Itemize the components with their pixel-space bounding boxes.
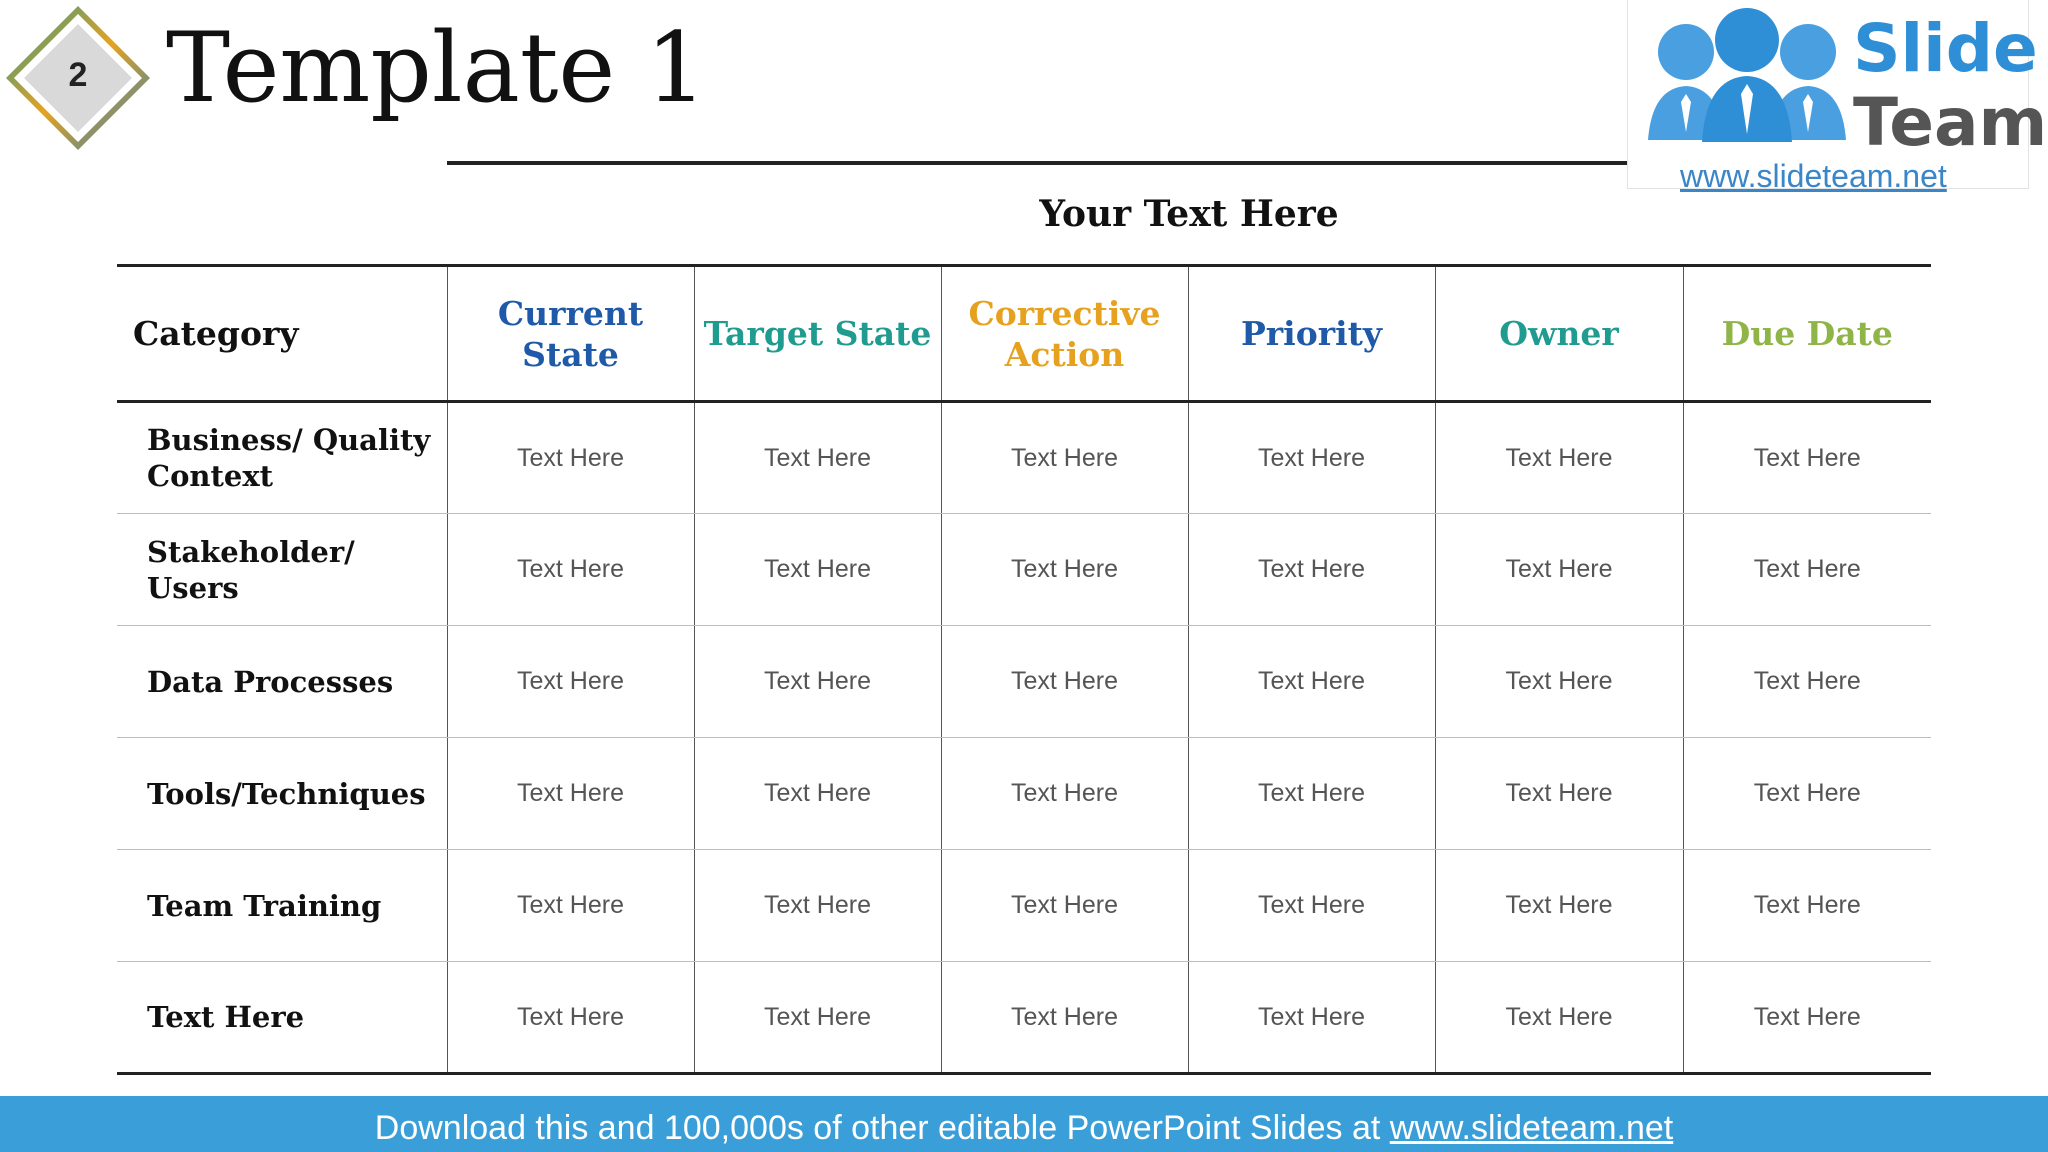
column-header-line: Due Date xyxy=(1721,314,1893,353)
table-cell: Text Here xyxy=(941,850,1188,962)
column-header-due-date xyxy=(1683,266,1931,402)
table-cell: Text Here xyxy=(941,626,1188,738)
column-header-line: Corrective xyxy=(968,293,1161,333)
table-cell: Text Here xyxy=(1683,626,1931,738)
column-header-target-state xyxy=(694,266,941,402)
logo-word-slide: Slide xyxy=(1853,10,2038,87)
column-header-line: Current xyxy=(497,293,644,333)
table-cell: Text Here xyxy=(694,402,941,514)
table-row xyxy=(117,738,1931,850)
slide-number: 2 xyxy=(68,56,88,94)
table-cell: Text Here xyxy=(694,738,941,850)
table-cell: Text Here xyxy=(447,738,694,850)
column-header-line: Target State xyxy=(703,314,932,353)
table-row xyxy=(117,850,1931,962)
table-cell: Text Here xyxy=(1683,402,1931,514)
category-header: Category xyxy=(117,266,447,402)
three-people-icon xyxy=(1644,4,1850,144)
table-cell: Text Here xyxy=(1683,738,1931,850)
download-banner xyxy=(0,1096,2048,1152)
table-cell: Text Here xyxy=(1188,402,1435,514)
column-header-current-state xyxy=(447,266,694,402)
table-cell: Text Here xyxy=(1683,962,1931,1074)
table-cell: Text Here xyxy=(1683,514,1931,626)
table-cell: Text Here xyxy=(1435,850,1683,962)
column-header-line: Owner xyxy=(1499,314,1619,353)
row-label-line: Business/ Quality xyxy=(147,423,431,457)
table-header-row xyxy=(117,266,1931,402)
table-cell: Text Here xyxy=(1188,962,1435,1074)
table-cell: Text Here xyxy=(941,962,1188,1074)
table-cell: Text Here xyxy=(1435,626,1683,738)
table-cell: Text Here xyxy=(1683,850,1931,962)
table-cell: Text Here xyxy=(1188,626,1435,738)
banner-text xyxy=(0,1108,2048,1148)
table-cell: Text Here xyxy=(694,514,941,626)
row-label-tools-techniques: Tools/Techniques xyxy=(117,738,447,850)
table-cell: Text Here xyxy=(447,850,694,962)
table-cell: Text Here xyxy=(447,626,694,738)
column-header-priority xyxy=(1188,266,1435,402)
table-cell: Text Here xyxy=(447,402,694,514)
table-subtitle: Your Text Here xyxy=(1039,193,1339,235)
column-header-owner xyxy=(1435,266,1683,402)
action-plan-table xyxy=(117,264,1931,1075)
title-divider xyxy=(447,161,1637,165)
row-label-text-here: Text Here xyxy=(117,962,447,1074)
banner-link[interactable]: www.slideteam.net xyxy=(1389,1109,1674,1147)
table-cell: Text Here xyxy=(447,514,694,626)
table-cell: Text Here xyxy=(941,514,1188,626)
table-row xyxy=(117,514,1931,626)
row-label-line: Context xyxy=(147,459,274,493)
page-title: Template 1 xyxy=(166,12,707,124)
table-row xyxy=(117,962,1931,1074)
row-label-line: Users xyxy=(147,570,239,605)
row-label-data-processes: Data Processes xyxy=(117,626,447,738)
table-cell: Text Here xyxy=(941,402,1188,514)
table-cell: Text Here xyxy=(1435,514,1683,626)
row-label-stakeholder-users xyxy=(117,514,447,626)
table-row xyxy=(117,626,1931,738)
table-cell: Text Here xyxy=(1435,962,1683,1074)
table-cell: Text Here xyxy=(694,962,941,1074)
row-label-business-quality-context xyxy=(117,402,447,514)
table-cell: Text Here xyxy=(447,962,694,1074)
row-label-team-training: Team Training xyxy=(117,850,447,962)
logo-url-link[interactable]: www.slideteam.net xyxy=(1680,158,1947,194)
table-cell: Text Here xyxy=(1435,402,1683,514)
column-header-line: State xyxy=(522,334,619,374)
table-cell: Text Here xyxy=(941,738,1188,850)
banner-message: Download this and 100,000s of other editable PowerPoint Slides at xyxy=(374,1109,1390,1147)
table-row xyxy=(117,402,1931,514)
row-label-line: Stakeholder/ xyxy=(147,534,355,569)
column-header-line: Priority xyxy=(1240,314,1383,353)
logo-word-team: Team xyxy=(1853,84,2048,161)
table-cell: Text Here xyxy=(1188,514,1435,626)
table-cell: Text Here xyxy=(1188,738,1435,850)
table-cell: Text Here xyxy=(1188,850,1435,962)
table-cell: Text Here xyxy=(694,850,941,962)
slideteam-logo xyxy=(1627,0,2048,194)
column-header-line: Action xyxy=(1004,334,1125,374)
column-header-corrective-action xyxy=(941,266,1188,402)
table-cell: Text Here xyxy=(1435,738,1683,850)
table-cell: Text Here xyxy=(694,626,941,738)
